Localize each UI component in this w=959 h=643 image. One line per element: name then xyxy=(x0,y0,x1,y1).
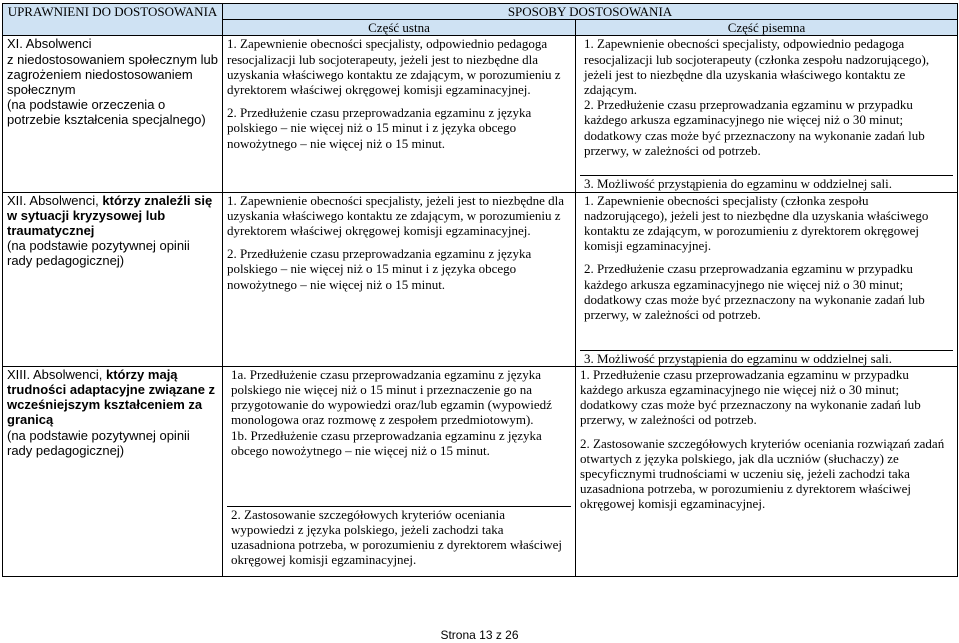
written-cell xyxy=(576,36,958,192)
category-basis: (na podstawie orzeczenia o potrzebie kształcenia specjalnego) xyxy=(7,97,206,128)
written-item: 2. Przedłużenie czasu przeprowadzania egzaminu w przypadku każdego arkusza egzaminacyjnego nie więcej niż o 30 minut; dodatkowy czas może być przeznaczony na wykonanie zadań lub przerwy, w zależności od potrzeb. xyxy=(584,97,925,158)
written-item: 2. Przedłużenie czasu przeprowadzania egzaminu w przypadku każdego arkusza egzaminacyjnego nie więcej niż o 30 minut; dodatkowy czas może być przeznaczony na wykonanie zadań lub przerwy, w zależności od potrzeb. xyxy=(584,261,925,323)
written-item: 3. Możliwość przystąpienia do egzaminu w oddzielnej sali. xyxy=(584,176,892,192)
category-desc: z niedostosowaniem społecznym lub zagrożeniem niedostosowaniem społecznym xyxy=(7,51,218,98)
oral-cell xyxy=(223,192,576,366)
written-item: 3. Możliwość przystąpienia do egzaminu w oddzielnej sali. xyxy=(584,350,892,366)
category-basis: (na podstawie pozytywnej opinii rady pedagogicznej) xyxy=(7,427,190,458)
header-oral: Część ustna xyxy=(223,20,576,36)
category-title: XI. Absolwenci xyxy=(7,36,92,52)
table-row xyxy=(3,36,958,192)
oral-item: 1. Zapewnienie obecności specjalisty, jeżeli jest to niezbędne dla uzyskania właściwego kontaktu ze zdającym, w porozumieniu z dyrektorem właściwej okręgowej komisji egzaminacyjnej. xyxy=(227,192,565,239)
category-title: XII. Absolwenci, którzy znaleźli się w sytuacji kryzysowej lub traumatycznej xyxy=(7,192,213,239)
header-written: Część pisemna xyxy=(576,20,958,36)
oral-item: 1. Zapewnienie obecności specjalisty, odpowiednio pedagoga resocjalizacji lub socjoterapeuty, jeżeli jest to niezbędne dla uzyskania właściwego kontaktu ze zdającym, w porozumieniu z dyrektorem właściwej okręgowej komisji egzaminacyjnej. xyxy=(227,36,561,98)
table-row xyxy=(3,366,958,576)
written-item: 1. Zapewnienie obecności specjalisty, odpowiednio pedagoga resocjalizacji lub socjoterapeuty (członka zespołu nadzorującego), jeżeli jest to niezbędne dla uzyskania właściwego kontaktu ze zdającym. xyxy=(584,36,930,98)
written-cell xyxy=(576,366,958,576)
category-cell xyxy=(3,366,223,576)
page-number: Strona 13 z 26 xyxy=(440,628,519,642)
oral-cell xyxy=(223,36,576,192)
category-cell xyxy=(3,192,223,366)
oral-item: 1a. Przedłużenie czasu przeprowadzania egzaminu z języka polskiego nie więcej niż o 15 minut i przeznaczenie go na przygotowanie do wypowiedzi oraz/lub egzamin (wypowiedź monologowa oraz rozmowę z zespołem przedmiotowym). xyxy=(231,366,552,428)
written-item: 2. Zastosowanie szczegółowych kryteriów oceniania rozwiązań zadań otwartych z języka polskiego, jak dla uczniów (słuchaczy) ze specyficznymi trudnościami w uczeniu się, jeżeli zachodzi taka uzasadniona potrzeba, w porozumieniu z dyrektorem właściwej okręgowej komisji egzaminacyjnej. xyxy=(580,435,945,512)
oral-cell xyxy=(223,366,576,576)
written-cell xyxy=(576,192,958,366)
oral-item: 1b. Przedłużenie czasu przeprowadzania egzaminu z języka obcego nowożytnego – nie więcej niż o 15 minut. xyxy=(231,427,542,458)
oral-item: 2. Przedłużenie czasu przeprowadzania egzaminu z języka polskiego – nie więcej niż o 15 minut i z języka obcego nowożytnego – nie więcej niż o 15 minut. xyxy=(227,105,532,151)
header-eligible: UPRAWNIENI DO DOSTOSOWANIA xyxy=(3,4,223,36)
category-basis: (na podstawie pozytywnej opinii rady pedagogicznej) xyxy=(7,238,190,269)
adjustments-table xyxy=(2,3,958,577)
header-methods: SPOSOBY DOSTOSOWANIA xyxy=(223,4,958,20)
category-title: XIII. Absolwenci, którzy mają trudności adaptacyjne związane z wcześniejszym kształceniem za granicą xyxy=(7,366,216,428)
written-item: 1. Przedłużenie czasu przeprowadzania egzaminu w przypadku każdego arkusza egzaminacyjnego nie więcej niż o 30 minut; dodatkowy czas może być przeznaczony na wykonanie zadań lub przerwy, w zależności od potrzeb. xyxy=(580,366,921,428)
table-row xyxy=(3,192,958,366)
oral-item: 2. Zastosowanie szczegółowych kryteriów oceniania wypowiedzi z języka polskiego, jeżeli zachodzi taka uzasadniona potrzeba, w porozumieniu z dyrektorem właściwej okręgowej komisji egzaminacyjnej. xyxy=(231,506,563,568)
oral-item: 2. Przedłużenie czasu przeprowadzania egzaminu z języka polskiego – nie więcej niż o 15 minut i z języka obcego nowożytnego – nie więcej niż o 15 minut. xyxy=(227,246,532,292)
written-item: 1. Zapewnienie obecności specjalisty (członka zespołu nadzorującego), jeżeli jest to niezbędne dla uzyskania właściwego kontaktu ze zdającym, w porozumieniu z dyrektorem okręgowej komisji egzaminacyjnej. xyxy=(584,192,929,254)
category-cell xyxy=(3,36,223,192)
